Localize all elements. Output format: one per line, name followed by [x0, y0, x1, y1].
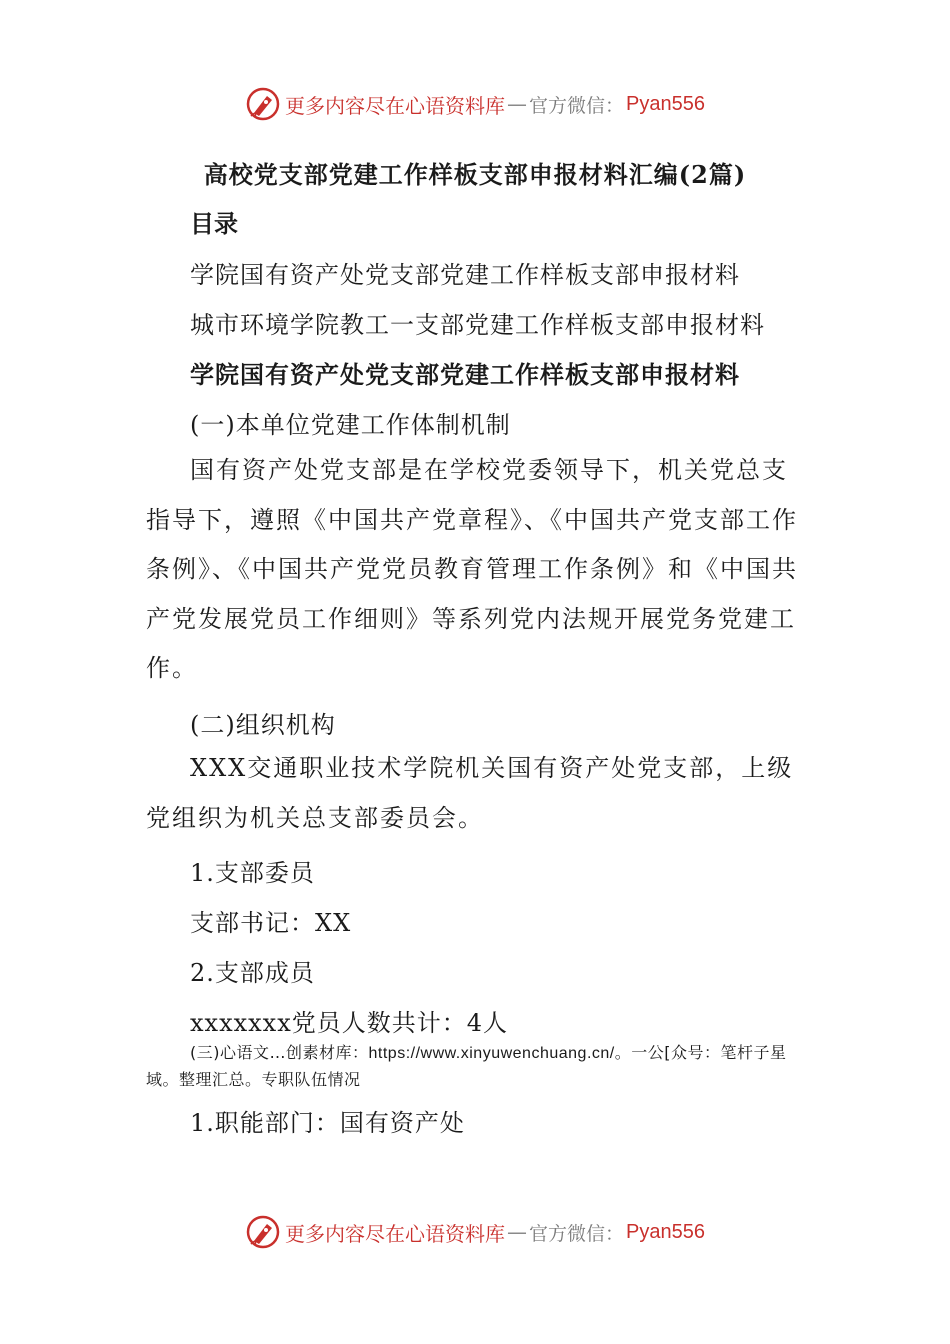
- list-item-secretary: 支部书记：XX: [190, 909, 352, 937]
- source-note-prefix: (三)心语文…创素材库：: [190, 1043, 369, 1062]
- subheading-system: (一)本单位党建工作体制机制: [190, 411, 511, 439]
- banner-wechat-label: 官方微信：: [529, 1222, 625, 1245]
- banner-wechat-id: Pyan556: [626, 92, 705, 115]
- document-title: 高校党支部党建工作样板支部申报材料汇编(2篇): [203, 160, 747, 189]
- header-banner: [0, 82, 950, 126]
- banner-wechat-id: Pyan556: [626, 1220, 705, 1243]
- list-item-committee: 1.支部委员: [190, 859, 315, 887]
- toc-item: 学院国有资产处党支部党建工作样板支部申报材料: [190, 261, 740, 289]
- paragraph-organization: XXX交通职业技术学院机关国有资产处党支部，上级党组织为机关总支部委员会。: [146, 754, 794, 832]
- banner-wechat-label: 官方微信：: [529, 94, 625, 117]
- list-item-members: 2.支部成员: [190, 959, 315, 987]
- source-note-suffix: 。一公[众号：笔杆子星域。整理汇总。专职队伍情况: [146, 1043, 787, 1089]
- toc-item: 城市环境学院教工一支部党建工作样板支部申报材料: [190, 311, 765, 339]
- pen-nib-logo-icon: [245, 1214, 281, 1250]
- list-item-department: 1.职能部门：国有资产处: [190, 1109, 465, 1137]
- pen-nib-logo-icon: [245, 86, 281, 122]
- banner-brand: 更多内容尽在心语资料库: [285, 93, 505, 118]
- source-note-url[interactable]: https://www.xinyuwenchuang.cn/: [368, 1045, 615, 1062]
- paragraph-system: 国有资产处党支部是在学校党委领导下，机关党总支指导下，遵照《中国共产党章程》、《中国共产党支部工作条例》、《中国共产党党员教育管理工作条例》和《中国共产党发展党员工作细则》等系列党内法规开展党务党建工作。: [146, 456, 798, 683]
- section-title: 学院国有资产处党支部党建工作样板支部申报材料: [190, 360, 740, 389]
- list-item-member-count: xxxxxxx党员人数共计：4人: [190, 1009, 509, 1037]
- source-note: [146, 1040, 806, 1093]
- banner-brand: 更多内容尽在心语资料库: [285, 1221, 505, 1246]
- subheading-organization: (二)组织机构: [190, 711, 336, 739]
- banner-separator: —: [507, 92, 527, 116]
- footer-banner: [0, 1210, 950, 1254]
- toc-heading: 目录: [190, 209, 238, 238]
- banner-separator: —: [507, 1220, 527, 1244]
